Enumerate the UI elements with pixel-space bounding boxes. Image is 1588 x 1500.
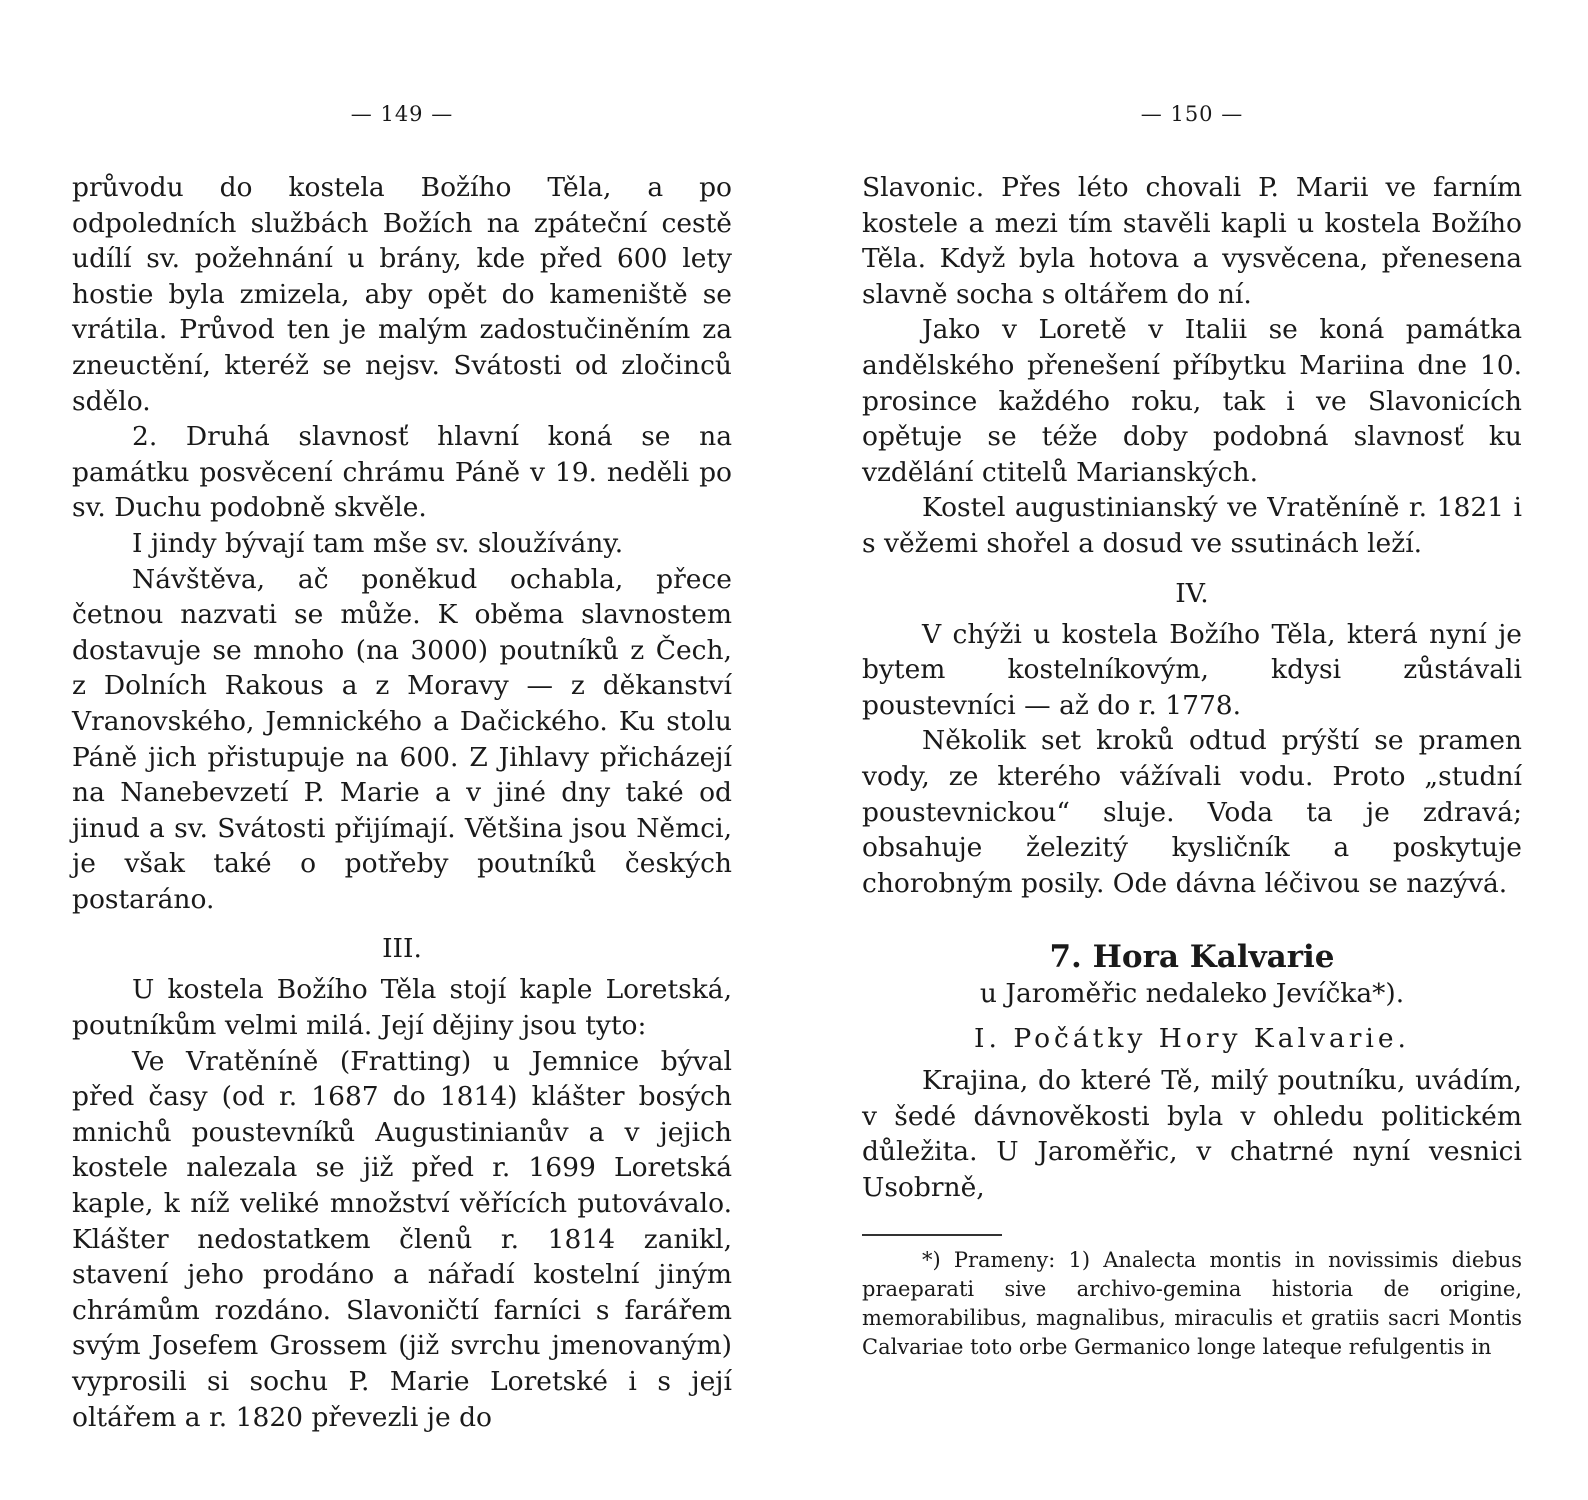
paragraph-group bbox=[72, 972, 732, 1435]
paragraph: Kostel augustinianský ve Vratěníně r. 1821 i s věžemi shořel a dosud ve ssutinách leží. bbox=[862, 492, 1522, 559]
section-heading: III. bbox=[382, 933, 422, 965]
paragraph: Slavonic. Přes léto chovali P. Marii ve farním kostele a mezi tím stavěli kapli u kostela Božího Těla. Když byla hotova a vysvěcena, přenesena slavně socha s oltářem do ní. bbox=[862, 172, 1522, 310]
paragraph-group bbox=[862, 617, 1522, 902]
paragraph: Několik set kroků odtud prýští se pramen vody, ze kterého vážívali vodu. Proto „studní poustevnickou“ sluje. Voda ta je zdravá; obsahuje železitý kysličník a poskytuje chorobným posily. Ode dávna léčivou se nazývá. bbox=[862, 725, 1522, 899]
right-page bbox=[862, 0, 1522, 1500]
paragraph: Jako v Loretě v Italii se koná památka andělského přenešení příbytku Mariina dne 10. prosince každého roku, tak i ve Slavonicích opětuje se téže doby podobná slavnosť ku vzdělání ctitelů Marianských. bbox=[862, 314, 1522, 488]
paragraph: průvodu do kostela Božího Těla, a po odpoledních službách Božích na zpáteční cestě udílí sv. požehnání u brány, kde před 600 lety hostie byla zmizela, aby opět do kameniště se vrátila. Průvod ten je malým zadostučiněním za zneuctění, kteréž se nejsv. Svátosti od zločinců sdělo. bbox=[72, 172, 732, 417]
paragraph: U kostela Božího Těla stojí kaple Loretská, poutníkům velmi milá. Její dějiny jsou tyto: bbox=[72, 974, 732, 1042]
footnote: *) Prameny: 1) Analecta montis in novissimis diebus praeparati sive archivo-gemina historia de origine, memorabilibus, magnalibus, miraculis et gratiis sacri Montis Calvariae toto orbe Germanico longe lateque refulgentis in bbox=[862, 1247, 1522, 1359]
paragraph: V chýži u kostela Božího Těla, která nyní je bytem kostelníkovým, kdysi zůstávali poustevníci — až do r. 1778. bbox=[862, 618, 1522, 721]
paragraph: I jindy bývají tam mše sv. sloužívány. bbox=[132, 527, 624, 559]
page-body bbox=[72, 170, 732, 1435]
page-number: — 149 — bbox=[350, 102, 454, 126]
paragraph-group bbox=[862, 1063, 1522, 1205]
paragraph: Krajina, do které Tě, milý poutníku, uvádím, v šedé dávnověkosti byla v ohledu politickém důležita. U Jaroměřic, v chatrné nyní vesnici Usobrně, bbox=[862, 1065, 1522, 1204]
paragraph: Ve Vratěníně (Fratting) u Jemnice býval před časy (od r. 1687 do 1814) klášter bosých mnichů poustevníků Augustinianův a v jejich kostele nalezala se již před r. 1699 Loretská kaple, k níž veliké množství věřících putovávalo. Klášter nedostatkem členů r. 1814 zanikl, stavení jeho prodáno a nářadí kostelní jiným chrámům rozdáno. Slavoničtí farníci s farářem svým Josefem Grossem (již svrchu jmenovaným) vyprosili si sochu P. Marie Loretské i s její oltářem a r. 1820 převezli je do bbox=[72, 1045, 732, 1433]
page-body bbox=[862, 170, 1522, 1362]
paragraph-group bbox=[72, 170, 732, 917]
section-heading: IV. bbox=[1175, 577, 1209, 609]
chapter-subtitle: u Jaroměřic nedaleko Jevíčka*). bbox=[979, 978, 1405, 1010]
chapter-title: 7. Hora Kalvarie bbox=[1049, 939, 1335, 976]
paragraph: Návštěva, ač poněkud ochabla, přece četnou nazvati se může. K oběma slavnostem dostavuje se mnoho (na 3000) poutníků z Čech, z Dolních Rakous a z Moravy — z děkanství Vranovského, Jemnického a Dačického. Ku stolu Páně jich přistupuje na 600. Z Jihlavy přicházejí na Nanebevzetí P. Marie a v jiné dny také od jinud a sv. Svátosti přijímají. Většina jsou Němci, je však také o potřeby poutníků českých postaráno. bbox=[72, 563, 732, 915]
paragraph-group bbox=[862, 170, 1522, 562]
section-subheading: I. Počátky Hory Kalvarie. bbox=[974, 1023, 1410, 1055]
footnote-divider bbox=[862, 1234, 1002, 1236]
paragraph: 2. Druhá slavnosť hlavní koná se na památku posvěcení chrámu Páně v 19. neděli po sv. Duchu podobně skvěle. bbox=[72, 421, 732, 524]
left-page bbox=[72, 0, 732, 1500]
page-number: — 150 — bbox=[1140, 102, 1244, 126]
